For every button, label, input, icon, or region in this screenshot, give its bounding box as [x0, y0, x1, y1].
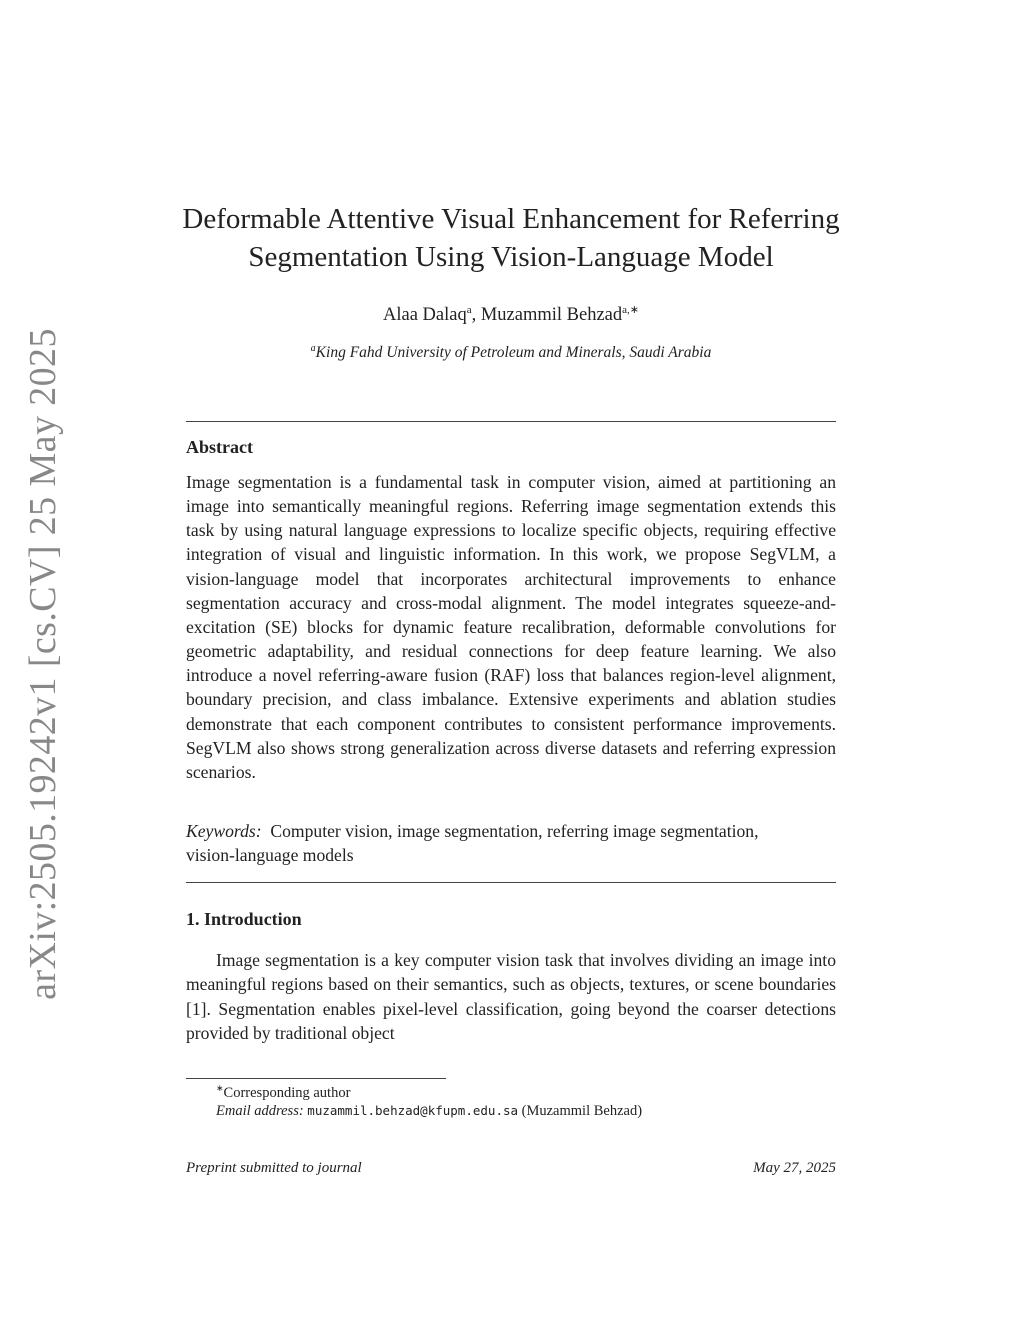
footer-submission-note: Preprint submitted to journal — [186, 1160, 362, 1176]
footnote-corresponding — [216, 1083, 350, 1102]
author-affiliation-mark: a,∗ — [622, 304, 639, 316]
arxiv-identifier-text: arXiv:2505.19242v1 [cs.CV] 25 May 2025 — [22, 328, 64, 1000]
affiliation-text: King Fahd University of Petroleum and Minerals, Saudi Arabia — [315, 344, 712, 362]
footnote-email — [216, 1103, 642, 1120]
abstract-top-divider — [186, 421, 836, 422]
author-name: Alaa Dalaq — [382, 305, 467, 326]
footnote-corresponding-text: Corresponding author — [223, 1084, 351, 1101]
abstract-body: Image segmentation is a fundamental task in computer vision, aimed at partitioning an image into semantically meaningful regions. Referring image segmentation extends this task by using natural language expressions to localize specific objects, requiring effective integration of visual and linguistic information. In this work, we propose SegVLM, a vision-language model that incorporates architectural improvements to enhance segmentation accuracy and cross-modal alignment. The model integrates squeeze-and-excitation (SE) blocks for dynamic feature recalibration, deformable convolutions for geometric adaptability, and residual connections for deep feature learning. We also introduce a novel referring-aware fusion (RAF) loss that balances region-level alignment, boundary precision, and class imbalance. Extensive experiments and ablation studies demonstrate that each component contributes to consistent performance improvements. SegVLM also shows strong generalization across diverse datasets and referring expression scenarios. — [186, 472, 836, 782]
affiliation — [186, 343, 836, 362]
abstract-bottom-divider — [186, 882, 836, 883]
email-address-link[interactable]: muzammil.behzad@kfupm.edu.sa — [307, 1103, 519, 1118]
affiliation-mark: a — [310, 343, 316, 354]
email-label: Email address: — [216, 1103, 304, 1119]
author-affiliation-mark: a — [466, 304, 472, 316]
footnote-mark: ∗ — [216, 1083, 224, 1093]
page-footer — [186, 1160, 836, 1177]
author-list — [186, 303, 836, 326]
footer-date: May 27, 2025 — [753, 1160, 836, 1176]
footnote-divider — [186, 1078, 446, 1079]
author-separator: , — [471, 305, 481, 326]
keywords — [186, 819, 766, 867]
abstract-heading: Abstract — [186, 437, 253, 457]
paper-title: Deformable Attentive Visual Enhancement for Referring Segmentation Using Vision-Language Model — [182, 203, 840, 273]
author-name: Muzammil Behzad — [480, 305, 623, 326]
email-owner: (Muzammil Behzad) — [521, 1103, 643, 1119]
arxiv-identifier-stamp — [14, 328, 72, 1000]
introduction-body: Image segmentation is a key computer vision task that involves dividing an image into meaningful regions based on their semantics, such as objects, textures, or scene boundaries [1]. Segmentation enables pixel-level classification, going beyond the coarser detections provided by traditional object — [186, 950, 836, 1043]
keywords-label: Keywords: — [186, 821, 262, 841]
section-heading-introduction: 1. Introduction — [186, 909, 302, 929]
keywords-text: Computer vision, image segmentation, referring image segmentation, vision-language models — [186, 821, 759, 865]
